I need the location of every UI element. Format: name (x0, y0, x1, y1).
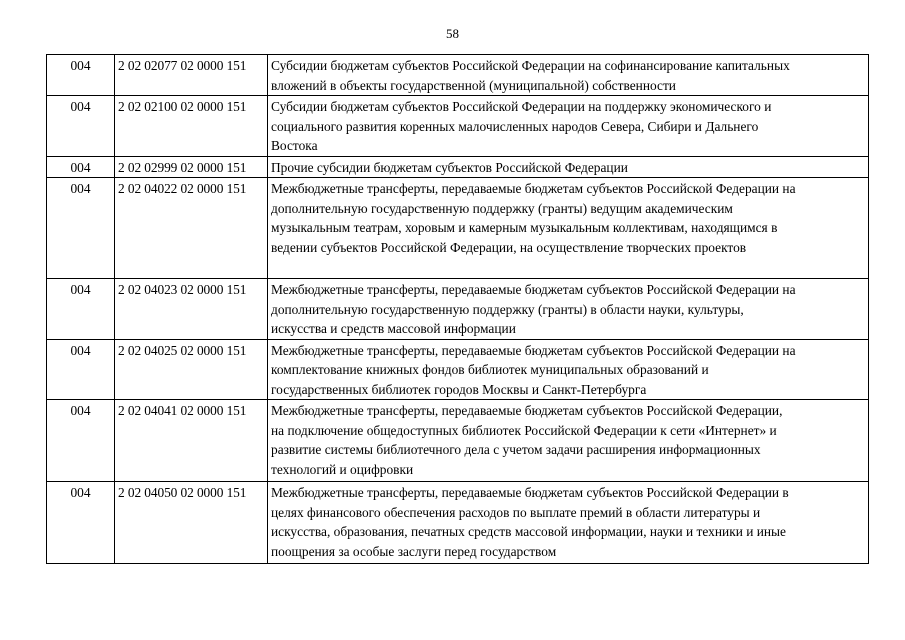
kbk-code-cell: 2 02 02077 02 0000 151 (115, 55, 268, 96)
table-row (47, 400, 869, 482)
revenue-name-line: Межбюджетные трансферты, передаваемые бюджетам субъектов Российской Федерации на (271, 282, 796, 297)
admin-code-cell: 004 (47, 400, 115, 482)
revenue-name-line: дополнительную государственную поддержку (гранты) в области науки, культуры, (271, 301, 744, 317)
revenue-name-line: технологий и оцифровки (271, 461, 414, 477)
page-number: 58 (446, 26, 459, 41)
kbk-code-cell: 2 02 04022 02 0000 151 (115, 178, 268, 279)
revenue-name-line: искусства, образования, печатных средств массовой информации, науки и техники и иные (271, 524, 786, 539)
revenue-name-line: Межбюджетные трансферты, передаваемые бюджетам субъектов Российской Федерации на (271, 181, 796, 196)
table-row (47, 55, 869, 96)
revenue-name-line: Субсидии бюджетам субъектов Российской Федерации на поддержку экономического и (271, 99, 772, 114)
revenue-name-line: музыкальным театрам, хоровым и камерным музыкальным коллективам, находящимся в (271, 220, 778, 235)
revenue-name-line: Прочие субсидии бюджетам субъектов Российской Федерации (271, 159, 628, 175)
revenue-name-line: дополнительную государственную поддержку (гранты) ведущим академическим (271, 200, 733, 216)
revenue-name-line: ведении субъектов Российской Федерации, на осуществление творческих проектов (271, 239, 747, 255)
table-row (47, 96, 869, 157)
kbk-code-cell: 2 02 04023 02 0000 151 (115, 279, 268, 340)
revenue-name-line: вложений в объекты государственной (муниципальной) собственности (271, 77, 676, 93)
table-row (47, 156, 869, 178)
admin-code-cell: 004 (47, 55, 115, 96)
table-row (47, 279, 869, 340)
admin-code-cell: 004 (47, 482, 115, 564)
revenue-name-line: Востока (271, 138, 318, 153)
revenue-name-cell (268, 339, 869, 400)
revenue-name-line: искусства и средств массовой информации (271, 321, 516, 336)
kbk-code-cell: 2 02 04041 02 0000 151 (115, 400, 268, 482)
revenue-name-line: на подключение общедоступных библиотек Российской Федерации к сети «Интернет» и (271, 422, 777, 438)
revenue-name-cell (268, 482, 869, 564)
revenue-name-line: поощрения за особые заслуги перед государством (271, 543, 557, 559)
revenue-name-line: Межбюджетные трансферты, передаваемые бюджетам субъектов Российской Федерации, (271, 403, 783, 418)
revenue-name-line: целях финансового обеспечения расходов по выплате премий в области литературы и (271, 504, 761, 520)
revenue-name-cell (268, 279, 869, 340)
admin-code-cell: 004 (47, 339, 115, 400)
table-row (47, 178, 869, 279)
revenue-name-line: развитие системы библиотечного дела с учетом задачи расширения информационных (271, 442, 761, 457)
kbk-code-cell: 2 02 04050 02 0000 151 (115, 482, 268, 564)
admin-code-cell: 004 (47, 279, 115, 340)
revenue-name-cell (268, 400, 869, 482)
revenue-name-cell (268, 96, 869, 157)
revenue-name-line: социального развития коренных малочисленных народов Севера, Сибири и Дальнего (271, 118, 759, 134)
kbk-code-cell: 2 02 02999 02 0000 151 (115, 156, 268, 178)
revenue-name-line: государственных библиотек городов Москвы и Санкт-Петербурга (271, 381, 647, 397)
table-row (47, 339, 869, 400)
revenue-name-line: комплектование книжных фондов библиотек муниципальных образований и (271, 362, 709, 377)
table-row (47, 482, 869, 564)
budget-classification-table (46, 54, 869, 564)
kbk-code-cell: 2 02 02100 02 0000 151 (115, 96, 268, 157)
revenue-name-line: Субсидии бюджетам субъектов Российской Федерации на софинансирование капитальных (271, 58, 790, 73)
revenue-name-cell (268, 156, 869, 178)
admin-code-cell: 004 (47, 96, 115, 157)
revenue-name-line: Межбюджетные трансферты, передаваемые бюджетам субъектов Российской Федерации на (271, 342, 796, 358)
revenue-name-cell (268, 178, 869, 279)
kbk-code-cell: 2 02 04025 02 0000 151 (115, 339, 268, 400)
admin-code-cell: 004 (47, 156, 115, 178)
admin-code-cell: 004 (47, 178, 115, 279)
revenue-name-cell (268, 55, 869, 96)
revenue-name-line: Межбюджетные трансферты, передаваемые бюджетам субъектов Российской Федерации в (271, 485, 789, 500)
